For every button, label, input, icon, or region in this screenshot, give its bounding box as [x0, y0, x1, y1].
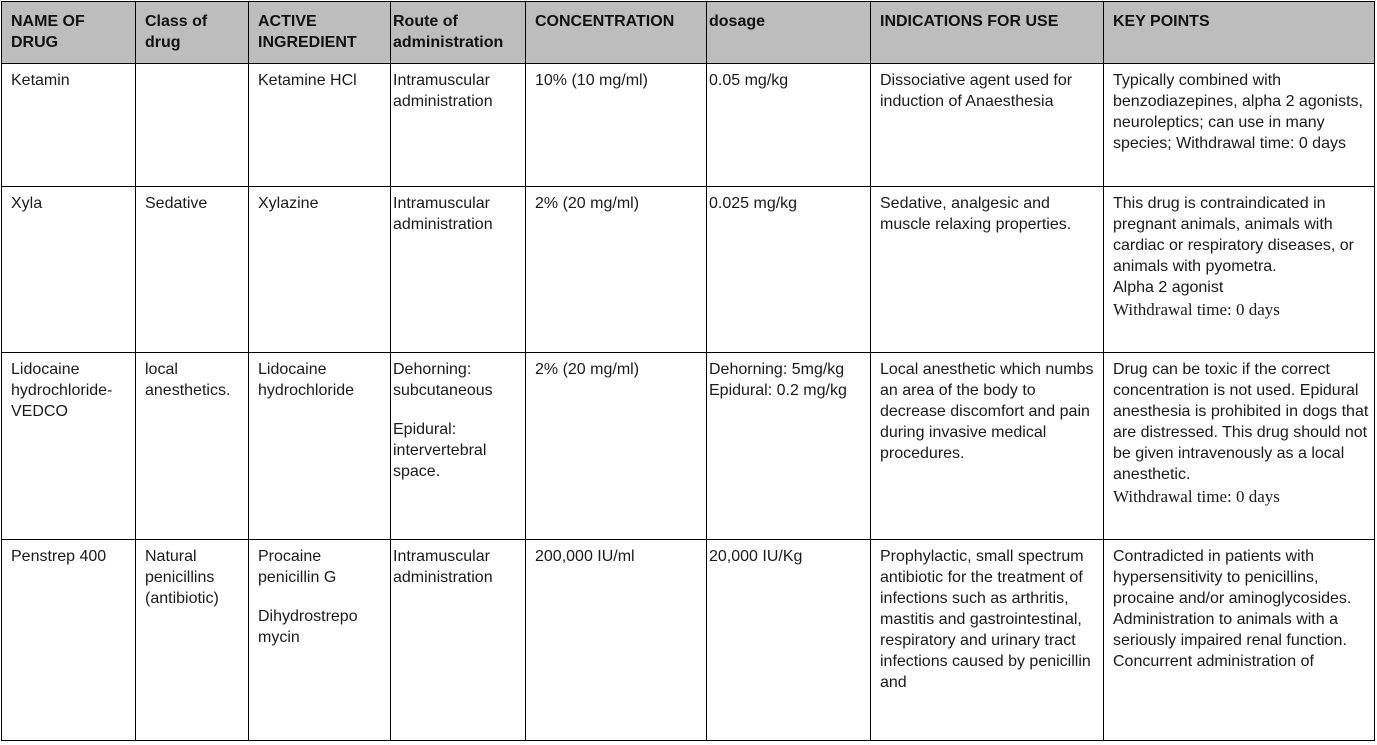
dosage-text: Epidural: 0.2 mg/kg [709, 382, 847, 399]
cell-dosage: 0.025 mg/kg [707, 187, 871, 353]
key-point-text: Withdrawal time: 0 days [1113, 300, 1280, 319]
ingredient-text: Procaine penicillin G [258, 548, 337, 586]
header-key-points: KEY POINTS [1104, 2, 1375, 64]
table-row [2, 187, 1375, 353]
cell-indications: Sedative, analgesic and muscle relaxing properties. [871, 187, 1104, 353]
key-point-text: Withdrawal time: 0 days [1113, 487, 1280, 506]
drug-table [1, 1, 1375, 741]
cell-dosage: 20,000 IU/Kg [707, 540, 871, 741]
cell-class: local anesthetics. [136, 353, 249, 540]
table-row [2, 353, 1375, 540]
header-name: NAME OF DRUG [2, 2, 136, 64]
key-point-text: Alpha 2 agonist [1113, 279, 1224, 296]
cell-indications: Prophylactic, small spectrum antibiotic for the treatment of infections such as arthritis, mastitis and gastrointestinal, respiratory and urinary tract infections caused by penicillin and [871, 540, 1104, 741]
cell-indications: Local anesthetic which numbs an area of the body to decrease discomfort and pain during invasive medical procedures. [871, 353, 1104, 540]
cell-class: Sedative [136, 187, 249, 353]
cell-ingredient: Xylazine [249, 187, 391, 353]
cell-name: Xyla [2, 187, 136, 353]
cell-key-points: Typically combined with benzodiazepines, alpha 2 agonists, neuroleptics; can use in many species; Withdrawal time: 0 days [1104, 64, 1375, 187]
header-row [2, 2, 1375, 64]
table-row [2, 64, 1375, 187]
key-point-text: This drug is contraindicated in pregnant animals, animals with cardiac or respiratory diseases, or animals with pyometra. [1113, 195, 1354, 275]
dosage-text: Dehorning: 5mg/kg [709, 361, 845, 378]
header-dosage: dosage [707, 2, 871, 64]
cell-name: Lidocaine hydrochloride-VEDCO [2, 353, 136, 540]
cell-dosage: 0.05 mg/kg [707, 64, 871, 187]
cell-route: Intramuscular administration [391, 187, 526, 353]
table-row [2, 540, 1375, 741]
cell-name: Ketamin [2, 64, 136, 187]
cell-name: Penstrep 400 [2, 540, 136, 741]
cell-concentration: 10% (10 mg/ml) [526, 64, 707, 187]
key-point-text: Contradicted in patients with hypersensitivity to penicillins, procaine and/or aminoglycosides. [1113, 548, 1352, 607]
cell-indications: Dissociative agent used for induction of Anaesthesia [871, 64, 1104, 187]
cell-key-points [1104, 540, 1375, 741]
cell-concentration: 2% (20 mg/ml) [526, 353, 707, 540]
cell-ingredient [249, 540, 391, 741]
cell-ingredient: Ketamine HCl [249, 64, 391, 187]
cell-concentration: 2% (20 mg/ml) [526, 187, 707, 353]
ingredient-text: Dihydrostrepo mycin [258, 608, 358, 646]
cell-route: Intramuscular administration [391, 64, 526, 187]
cell-class: Natural penicillins (antibiotic) [136, 540, 249, 741]
key-point-text: Drug can be toxic if the correct concentration is not used. Epidural anesthesia is prohibited in dogs that are distressed. This drug should not be given intravenously as a local anesthetic. [1113, 361, 1369, 483]
header-class: Class of drug [136, 2, 249, 64]
route-text: Epidural: intervertebral space. [393, 421, 487, 480]
cell-route: Intramuscular administration [391, 540, 526, 741]
cell-class [136, 64, 249, 187]
header-ingredient: ACTIVE INGREDIENT [249, 2, 391, 64]
cell-dosage [707, 353, 871, 540]
key-point-text: Administration to animals with a seriously impaired renal function. [1113, 611, 1347, 649]
header-indications: INDICATIONS FOR USE [871, 2, 1104, 64]
route-text: Dehorning: subcutaneous [393, 361, 493, 399]
cell-ingredient: Lidocaine hydrochloride [249, 353, 391, 540]
cell-route [391, 353, 526, 540]
header-route: Route of administration [391, 2, 526, 64]
key-point-text: Concurrent administration of [1113, 653, 1314, 670]
header-concentration: CONCENTRATION [526, 2, 707, 64]
cell-concentration: 200,000 IU/ml [526, 540, 707, 741]
cell-key-points [1104, 187, 1375, 353]
cell-key-points [1104, 353, 1375, 540]
